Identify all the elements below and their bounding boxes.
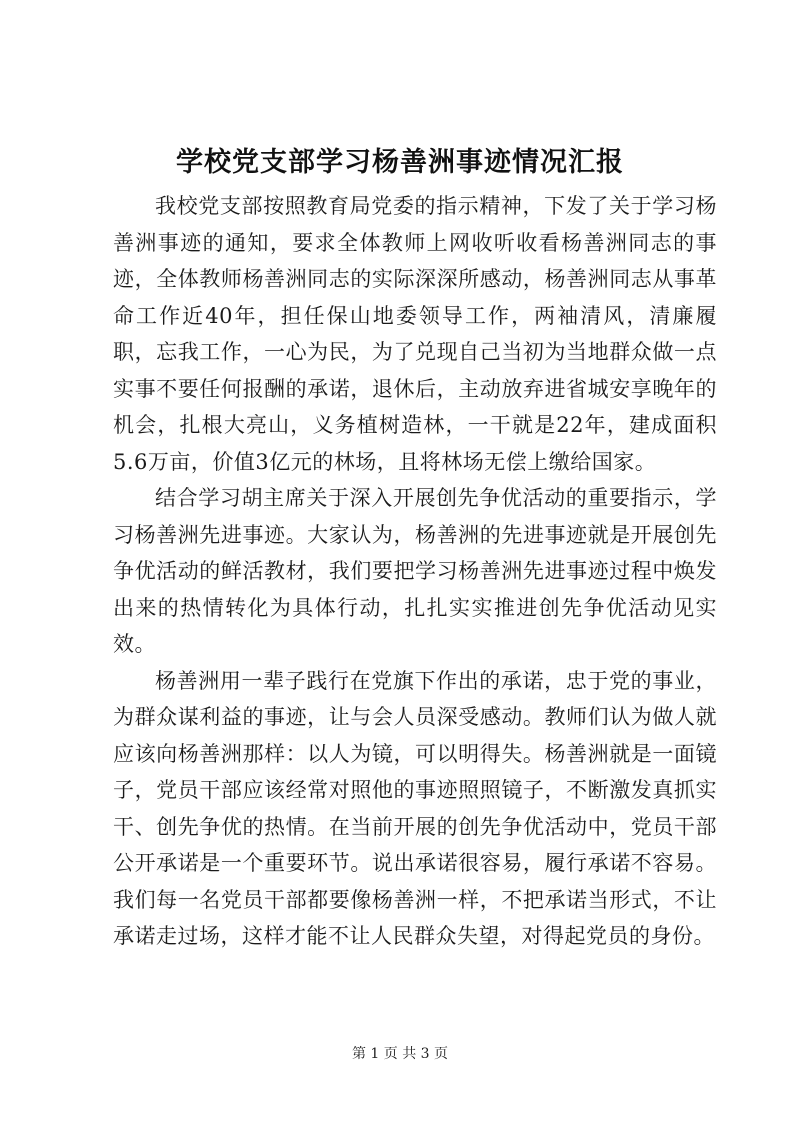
paragraph-2: 结合学习胡主席关于深入开展创先争优活动的重要指示，学习杨善洲先进事迹。大家认为，杨善洲的先进事迹就是开展创先争优活动的鲜活教材，我们要把学习杨善洲先进事迹过程中焕发出来的热情转化为具体行动，扎扎实实推进创先争优活动见实效。 <box>113 486 717 656</box>
page-number-footer: 第 1 页 共 3 页 <box>351 1046 449 1062</box>
document-body <box>113 188 717 955</box>
paragraph-1: 我校党支部按照教育局党委的指示精神，下发了关于学习杨善洲事迹的通知，要求全体教师上网收听收看杨善洲同志的事迹，全体教师杨善洲同志的实际深深所感动，杨善洲同志从事革命工作近40年，担任保山地委领导工作，两袖清风，清廉履职，忘我工作，一心为民，为了兑现自己当初为当地群众做一点实事不要任何报酬的承诺，退休后，主动放弃进省城安享晚年的机会，扎根大亮山，义务植树造林，一干就是22年，建成面积5.6万亩，价值3亿元的林场，且将林场无偿上缴给国家。 <box>113 194 717 474</box>
document-title: 学校党支部学习杨善洲事迹情况汇报 <box>176 147 624 178</box>
paragraph-3: 杨善洲用一辈子践行在党旗下作出的承诺，忠于党的事业，为群众谋利益的事迹，让与会人员深受感动。教师们认为做人就应该向杨善洲那样：以人为镜，可以明得失。杨善洲就是一面镜子，党员干部应该经常对照他的事迹照照镜子，不断激发真抓实干、创先争优的热情。在当前开展的创先争优活动中，党员干部公开承诺是一个重要环节。说出承诺很容易，履行承诺不容易。我们每一名党员干部都要像杨善洲一样，不把承诺当形式，不让承诺走过场，这样才能不让人民群众失望，对得起党员的身份。 <box>113 668 717 948</box>
